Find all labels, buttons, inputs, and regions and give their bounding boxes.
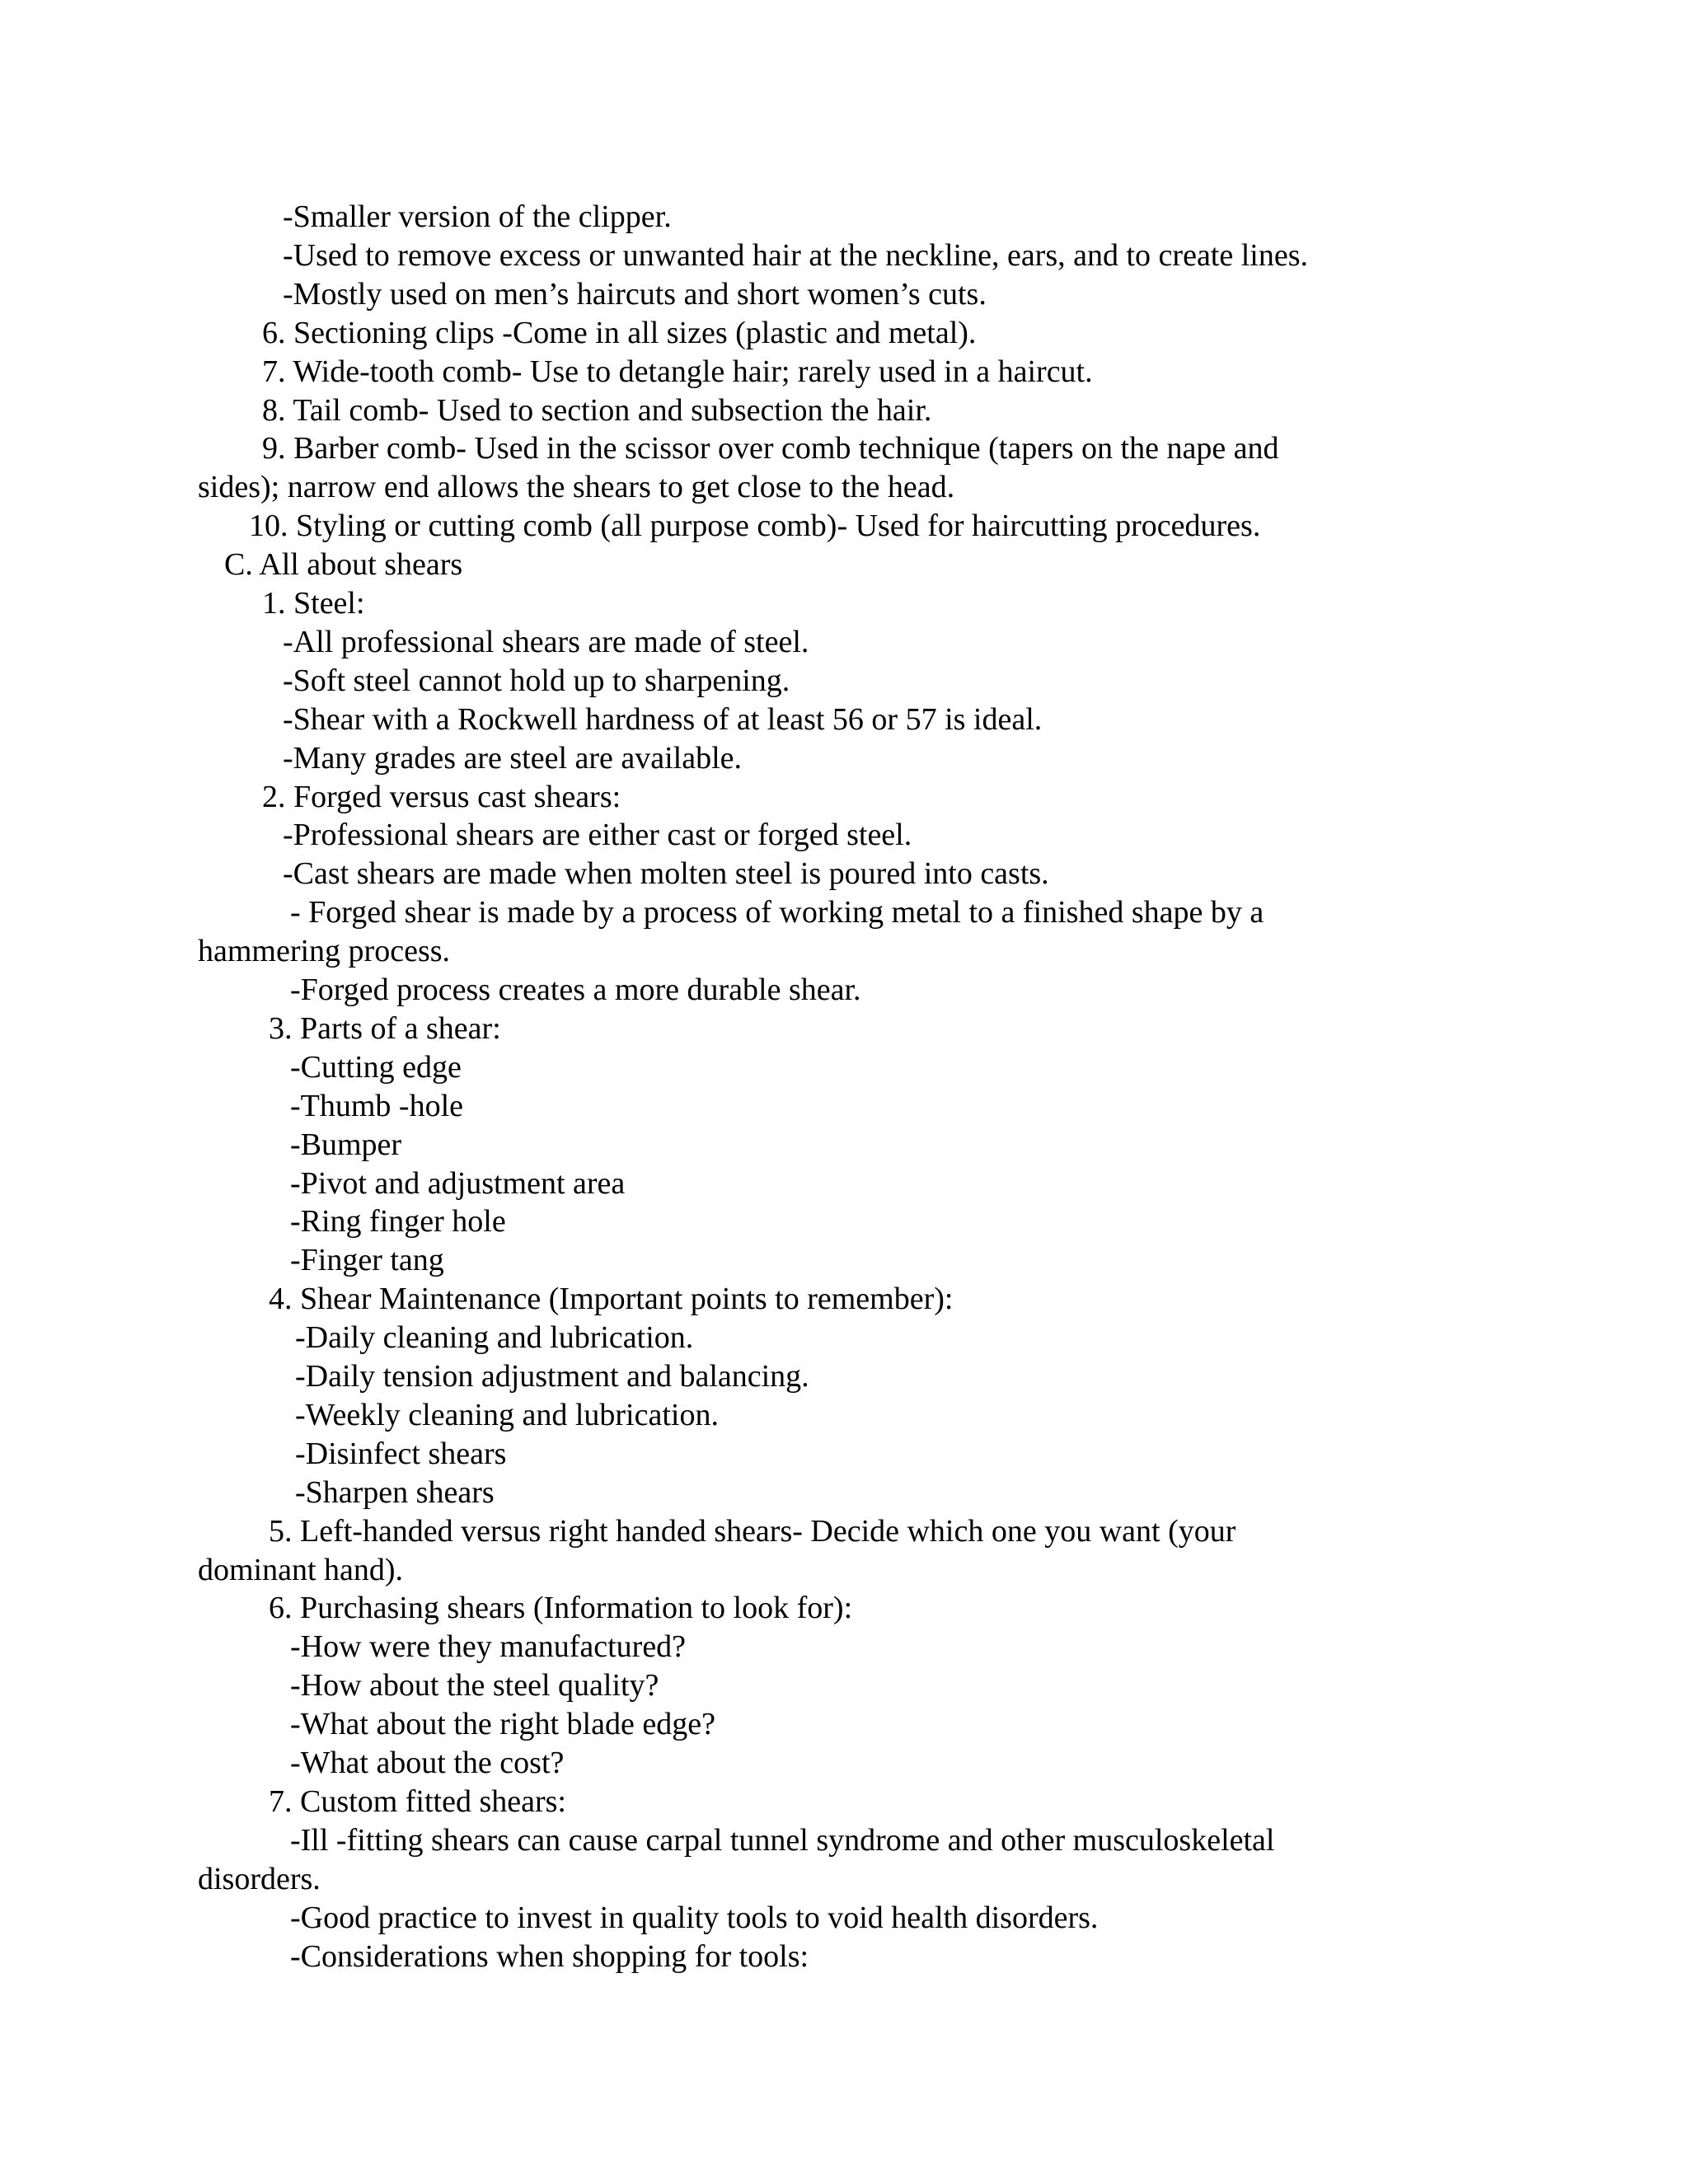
text-line: 10. Styling or cutting comb (all purpose comb)- Used for haircutting procedures. xyxy=(249,509,1261,543)
text-line: -Shear with a Rockwell hardness of at least 56 or 57 is ideal. xyxy=(283,702,1043,737)
text-line: 2. Forged versus cast shears: xyxy=(262,780,621,814)
text-line: -Forged process creates a more durable shear. xyxy=(290,972,861,1007)
text-line: -All professional shears are made of steel. xyxy=(283,625,809,659)
text-line: disorders. xyxy=(198,1862,321,1896)
text-line: 7. Wide-tooth comb- Use to detangle hair; rarely used in a haircut. xyxy=(262,354,1093,389)
text-line: -Mostly used on men’s haircuts and short women’s cuts. xyxy=(283,277,987,312)
text-line: -Ill -fitting shears can cause carpal tunnel syndrome and other musculoskeletal xyxy=(290,1823,1275,1858)
text-line: sides); narrow end allows the shears to get close to the head. xyxy=(198,470,955,504)
text-line: -Pivot and adjustment area xyxy=(290,1166,626,1201)
text-line: -Daily cleaning and lubrication. xyxy=(295,1320,694,1355)
text-line: -How about the steel quality? xyxy=(290,1668,659,1703)
text-line: 1. Steel: xyxy=(262,586,365,621)
text-line: 6. Purchasing shears (Information to look for): xyxy=(269,1591,853,1625)
text-line: -Daily tension adjustment and balancing. xyxy=(295,1359,809,1394)
text-line: -Good practice to invest in quality tools to void health disorders. xyxy=(290,1900,1099,1935)
text-line: - Forged shear is made by a process of working metal to a finished shape by a xyxy=(290,895,1264,930)
text-line: 6. Sectioning clips -Come in all sizes (plastic and metal). xyxy=(262,316,977,350)
text-line: -Cutting edge xyxy=(290,1050,462,1085)
text-line: 8. Tail comb- Used to section and subsection the hair. xyxy=(262,393,932,428)
text-line: 9. Barber comb- Used in the scissor over comb technique (tapers on the nape and xyxy=(262,431,1279,466)
text-line: 7. Custom fitted shears: xyxy=(269,1784,566,1819)
text-line: -Thumb -hole xyxy=(290,1089,464,1123)
text-line: -Bumper xyxy=(290,1127,402,1162)
text-line: -Sharpen shears xyxy=(295,1475,495,1510)
text-line: -Many grades are steel are available. xyxy=(283,741,743,776)
text-line: 5. Left-handed versus right handed shears- Decide which one you want (your xyxy=(269,1514,1236,1549)
text-line: -Smaller version of the clipper. xyxy=(283,199,672,234)
text-line: dominant hand). xyxy=(198,1553,404,1587)
text-line: -Used to remove excess or unwanted hair at the neckline, ears, and to create lines. xyxy=(283,238,1308,273)
text-line: C. All about shears xyxy=(224,547,463,582)
text-line: -What about the right blade edge? xyxy=(290,1707,715,1741)
text-line: 4. Shear Maintenance (Important points to remember): xyxy=(269,1282,954,1316)
text-line: -Disinfect shears xyxy=(295,1436,507,1471)
text-line: -Soft steel cannot hold up to sharpening. xyxy=(283,663,790,698)
text-line: -How were they manufactured? xyxy=(290,1629,687,1664)
text-line: -Cast shears are made when molten steel is poured into casts. xyxy=(283,856,1049,891)
text-line: hammering process. xyxy=(198,934,451,968)
text-line: -Considerations when shopping for tools: xyxy=(290,1939,809,1974)
text-line: -What about the cost? xyxy=(290,1746,565,1780)
text-line: -Ring finger hole xyxy=(290,1204,506,1239)
text-line: -Weekly cleaning and lubrication. xyxy=(295,1398,719,1432)
text-line: -Finger tang xyxy=(290,1243,444,1277)
text-line: 3. Parts of a shear: xyxy=(269,1011,501,1046)
text-line: -Professional shears are either cast or forged steel. xyxy=(283,818,912,852)
